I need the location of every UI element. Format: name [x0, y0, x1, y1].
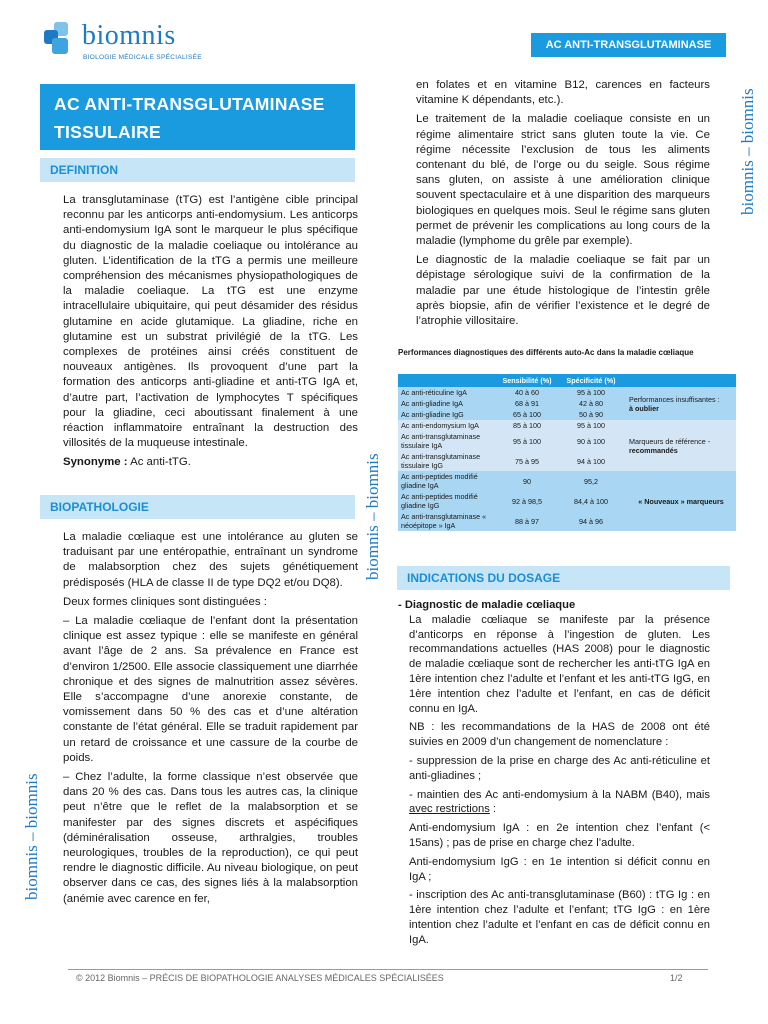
title-text: AC ANTI-TRANSGLUTAMINASE TISSULAIRE: [54, 94, 325, 142]
group-insufficient-verdict: à oublier: [629, 403, 659, 413]
indications-p3: - suppression de la prise en charge des Ac anti-réticuline et anti-gliadines ;: [409, 754, 710, 782]
right-column-top: [416, 78, 710, 333]
table-row: [398, 471, 736, 491]
table-cell: Ac anti-transglutaminase tissulaire IgA: [398, 431, 498, 451]
table-cell: 94 à 100: [556, 451, 626, 471]
table-cell: 95 à 100: [556, 420, 626, 431]
table-cell: Ac anti-réticuline IgA: [398, 387, 498, 398]
table-cell: 65 à 100: [498, 409, 556, 420]
indications-body: [398, 598, 710, 952]
biopath-p1: La maladie cœliaque est une intolérance au gluten se traduisant par une entéropathie, entraînant un syndrome de malabsorption chez des sujets génétiquement prédisposés (HLA de classe II de type DQ2 et/ou DQ8).: [63, 531, 358, 589]
indications-heading-text: INDICATIONS DU DOSAGE: [407, 571, 561, 585]
group-new-markers: « Nouveaux » marqueurs: [626, 471, 736, 531]
indications-p4-underlined: avec restrictions: [409, 803, 490, 816]
table-header: Spécificité (%): [556, 374, 626, 387]
definition-body: [63, 193, 358, 475]
header-tag: AC ANTI-TRANSGLUTAMINASE: [531, 33, 726, 57]
indications-p7: - inscription des Ac anti-transglutaminase (B60) : tTG Ig : en 1ère intention chez l’adulte et l’enfant; tTG IgG : en 1ère intention chez l’adulte et l’enfant en cas de déficit connu en IgA.: [409, 889, 710, 946]
table-cell: Ac anti-peptides modifié gliadine IgG: [398, 491, 498, 511]
indications-p1: La maladie cœliaque se manifeste par la présence d’anticorps en réponse à l’ingestion de gluten. Les recommandations actuelles (HAS 2008) pour le diagnostic de maladie cœliaque sont de rechercher les anti-tTG IgA en 1ère intention chez l’adulte et l’enfant et les anti-tTG IgG, en 1ère intention chez l’adulte et l’enfant, en cas de déficit connu en IgA.: [409, 613, 710, 715]
indications-p2: NB : les recommandations de la HAS de 2008 ont été suivies en 2009 d’un changement de nomenclature :: [409, 721, 710, 749]
footer-page-number: 1/2: [670, 973, 683, 983]
side-mark-right: biomnis – biomnis: [738, 88, 757, 215]
definition-heading-text: DEFINITION: [50, 163, 118, 177]
logo-tagline: BIOLOGIE MÉDICALE SPÉCIALISÉE: [83, 54, 202, 61]
table-cell: Ac anti-gliadine IgG: [398, 409, 498, 420]
biopathologie-heading-text: BIOPATHOLOGIE: [50, 500, 149, 514]
table-cell: Ac anti-endomysium IgA: [398, 420, 498, 431]
table-cell: 84,4 à 100: [556, 491, 626, 511]
group-reference-verdict: recommandés: [629, 445, 678, 455]
table-cell: 75 à 95: [498, 451, 556, 471]
group-reference-label: Marqueurs de référence -: [629, 436, 711, 446]
table-cell: 90: [498, 471, 556, 491]
indications-subheading: - Diagnostic de maladie cœliaque: [398, 599, 576, 611]
table-header: [398, 374, 498, 387]
table-header-row: [398, 374, 736, 387]
table-cell: 50 à 90: [556, 409, 626, 420]
table-cell: 40 à 60: [498, 387, 556, 398]
table-cell: Ac anti-transglutaminase tissulaire IgG: [398, 451, 498, 471]
table-header: Sensibilité (%): [498, 374, 556, 387]
definition-heading: [40, 158, 355, 182]
logo-squares-icon: [42, 22, 76, 56]
table-caption: Performances diagnostiques des différents auto-Ac dans la maladie cœliaque: [398, 348, 694, 357]
table-cell: 68 à 91: [498, 398, 556, 409]
biopath-p4: – Chez l’adulte, la forme classique n’est observée que dans 20 % des cas. Dans tous les autres cas, la clinique peut n’être que le reflet de la malabsorption et se manifester par des signes discrets et aspécifiques (déminéralisation osseuse, arthralgies, troubles neurologiques, troubles de la reproduction), ce qui peut rendre le diagnostic difficile. Au niveau biologique, on peut observer dans ce cas, des signes liés à la malabsorption (anémie avec carence en fer,: [63, 771, 358, 905]
footer-divider: [68, 969, 708, 970]
table-cell: Ac anti-transglutaminase « néoépitope » IgA: [398, 511, 498, 531]
indications-p4-end: :: [489, 803, 497, 816]
side-mark-middle: biomnis – biomnis: [363, 453, 382, 580]
table-cell: 90 à 100: [556, 431, 626, 451]
indications-heading: [397, 566, 730, 590]
table-group-cell: [626, 420, 736, 471]
definition-text: La transglutaminase (tTG) est l’antigène cible principal reconnu par les anticorps anti-endomysium. Les anticorps anti-endomysium IgA sont le marqueur le plus spécifique du diagnostic de la maladie coeliaque ou intolérance au gluten. L’identification de la tTG a permis une meilleure compréhension des mécanismes physiopathologiques de la maladie coeliaque. La tTG est une enzyme intracellulaire ubiquitaire, qui peut désamider des résidus glutamine en acide glutamique. La gliadine, riche en glutamine est un substrat privilégié de la tTG. Les complexes de protéines ainsi créés constituent de nouveaux antigènes. Ils provoquent d’une part la formation des anticorps anti-gliadine et anti-tTG IgA et, d’autre part, l’activation de lymphocytes T spécifiques pour la gliadine, ceci aboutissant finalement à une réaction inflammatoire entraînant la destruction des villosités de la muqueuse intestinale.: [63, 194, 358, 450]
table-cell: 95 à 100: [556, 387, 626, 398]
table-cell: 88 à 97: [498, 511, 556, 531]
table-cell: 95 à 100: [498, 431, 556, 451]
table-cell: 94 à 96: [556, 511, 626, 531]
table-row: [398, 420, 736, 431]
table-cell: Ac anti-gliadine IgA: [398, 398, 498, 409]
indications-p4: [409, 788, 710, 818]
biomnis-logo: [42, 20, 212, 64]
biopath-p6: Le traitement de la maladie coeliaque consiste en un régime alimentaire strict sans gluten toute la vie. Ce régime nécessite l’exclusion de tous les aliments contenant du blé, de l’orge ou du seigle. Sous régime sans gluten, on assiste à une amélioration clinique souvent spectaculaire et à une disparition des marqueurs biologiques en quelques mois. Seul le régime sans gluten permet de prévenir les complications au long cours de la maladie (lymphome du grêle par exemple).: [416, 113, 710, 248]
performance-table: [398, 374, 736, 531]
synonym-value: Ac anti-tTG.: [127, 456, 191, 469]
footer-copyright: © 2012 Biomnis – PRÉCIS DE BIOPATHOLOGIE ANALYSES MÉDICALES SPÉCIALISÉES: [76, 973, 444, 983]
biopath-p3: – La maladie cœliaque de l’enfant dont la présentation clinique est assez typique : elle se manifeste en général avant l’âge de 2 ans. Sa prévalence en France est d’environ 1/2500. Elle associe classiquement une diarrhée chronique et des signes de malnutrition assez sévères. Elle s’accompagne d’une anorexie constante, de vomissement dans 50 % des cas et d’une altération constante de l’état général. Elle se traduit rapidement par un retard de croissance et une cassure de la courbe de poids.: [63, 615, 358, 764]
indications-p4-start: - maintien des Ac anti-endomysium à la NABM (B40), mais: [409, 788, 710, 801]
page-title: [40, 84, 355, 150]
indications-p6: Anti-endomysium IgG : en 1e intention si déficit connu en IgA ;: [409, 855, 710, 883]
side-mark-left: biomnis – biomnis: [22, 773, 41, 900]
synonym-line: [63, 455, 358, 470]
table-cell: 42 à 80: [556, 398, 626, 409]
table-group-cell: [626, 387, 736, 420]
synonym-label: Synonyme :: [63, 456, 128, 469]
table-cell: 95,2: [556, 471, 626, 491]
table-header: [626, 374, 736, 387]
biopath-p7: Le diagnostic de la maladie coeliaque se fait par un dépistage sérologique suivi de la confirmation de la maladie par une étude histologique de l’intestin grêle après biopsie, afin de vérifier l’existence et le degré de l’atrophie villositaire.: [416, 254, 710, 328]
table-row: [398, 387, 736, 398]
biopath-p5: en folates et en vitamine B12, carences en facteurs vitamine K dépendants, etc.).: [416, 79, 710, 107]
table-cell: 92 à 98,5: [498, 491, 556, 511]
table-cell: 85 à 100: [498, 420, 556, 431]
group-insufficient-label: Performances insuffisantes :: [629, 394, 720, 404]
table-cell: Ac anti-peptides modifié gliadine IgA: [398, 471, 498, 491]
indications-p5: Anti-endomysium IgA : en 2e intention chez l’enfant (< 15ans) ; pas de prise en charge chez l’adulte.: [409, 822, 710, 849]
logo-wordmark: biomnis: [82, 20, 176, 51]
biopathologie-heading: [40, 495, 355, 519]
biopathologie-body: [63, 530, 358, 911]
biopath-p2: Deux formes cliniques sont distinguées :: [63, 595, 267, 608]
